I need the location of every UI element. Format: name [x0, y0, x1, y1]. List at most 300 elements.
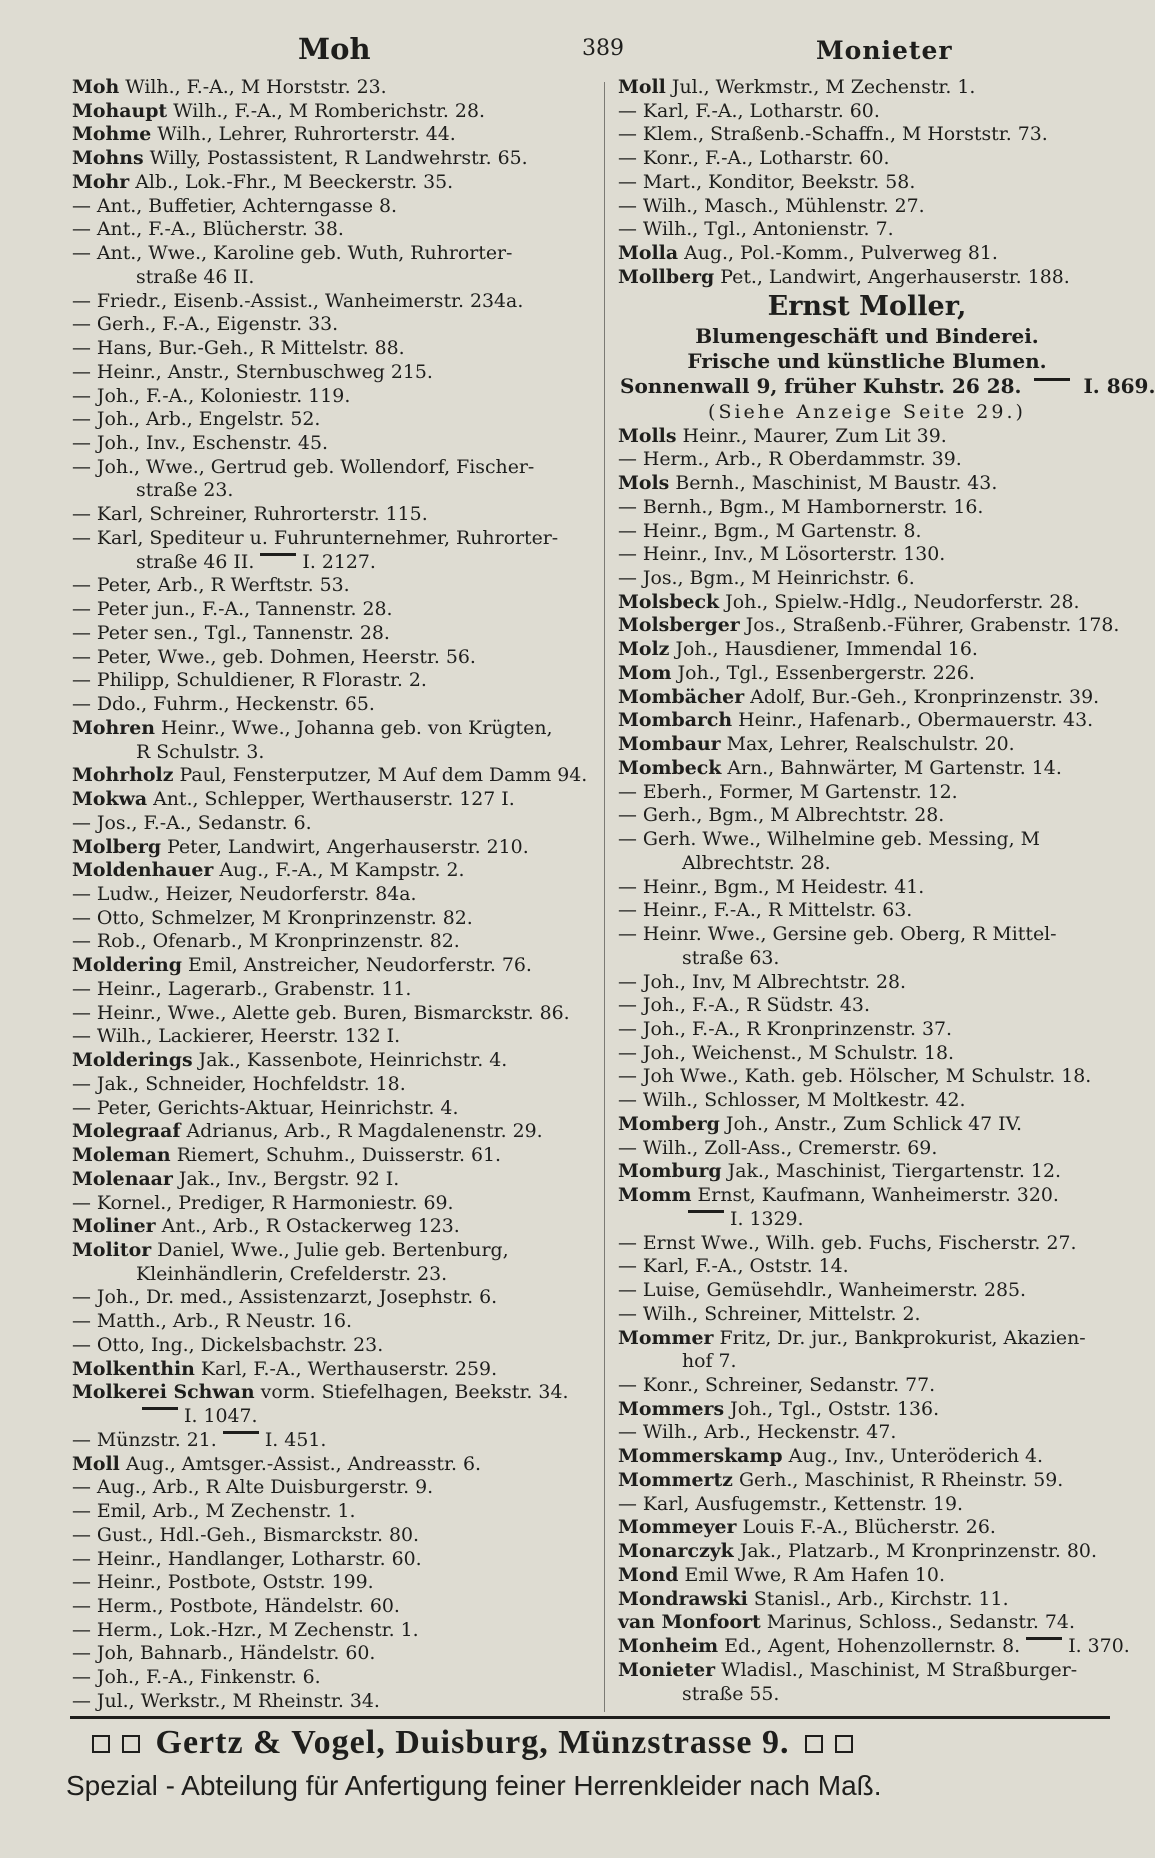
directory-entry [618, 686, 1116, 710]
footer-rule [70, 1716, 1110, 1719]
directory-entry [72, 242, 586, 266]
entry-details: — Heinr., Bgm., M Heidestr. 41. [618, 875, 925, 898]
directory-entry [72, 859, 586, 883]
ad-note: (Siehe Anzeige Seite 29.) [708, 400, 1026, 423]
directory-entry [618, 1683, 1116, 1707]
entry-details: straße 46 II. [136, 550, 255, 573]
entry-details: Stanisl., Arb., Kirchstr. 11. [753, 1587, 1009, 1610]
directory-entry [618, 1208, 1116, 1232]
entry-surname: Mombaur [618, 733, 721, 756]
directory-entry [72, 788, 586, 812]
entry-details: Wilh., Lehrer, Ruhrorterstr. 44. [157, 123, 456, 146]
directory-entry [72, 1548, 586, 1572]
entry-details: Max, Lehrer, Realschulstr. 20. [726, 733, 1015, 756]
entry-details: — Mart., Konditor, Beekstr. 58. [618, 170, 916, 193]
entry-details: — Joh., Arb., Engelstr. 52. [72, 408, 321, 431]
directory-entry [618, 448, 1116, 472]
ad-company-name: Ernst Moller, [767, 290, 967, 322]
entry-details: Heinr., Maurer, Zum Lit 39. [682, 424, 947, 447]
directory-entry [618, 757, 1116, 781]
entry-details: Emil, Anstreicher, Neudorferstr. 76. [188, 954, 532, 977]
directory-entry [618, 709, 1116, 733]
directory-entry [72, 147, 586, 171]
entry-details: — Konr., F.-A., Lotharstr. 60. [618, 147, 890, 170]
entry-details: — Heinr., Lagerarb., Grabenstr. 11. [72, 977, 412, 1000]
entry-details: — Konr., Schreiner, Sedanstr. 77. [618, 1373, 936, 1396]
directory-entry [72, 503, 586, 527]
entry-details: Alb., Lok.-Fhr., M Beeckerstr. 35. [135, 170, 454, 193]
entry-surname: Mollberg [618, 265, 715, 288]
entry-details: — Heinr., Handlanger, Lotharstr. 60. [72, 1547, 422, 1570]
entry-details: — Hans, Bur.-Geh., R Mittelstr. 88. [72, 337, 405, 360]
telephone-icon [260, 553, 296, 566]
entry-surname: Molsbeck [618, 590, 720, 613]
entry-details: Peter, Landwirt, Angerhauserstr. 210. [167, 835, 529, 858]
entry-surname: Moldering [72, 954, 182, 977]
directory-entry [618, 1516, 1116, 1540]
entry-details: Ant., Schlepper, Werthauserstr. 127 I. [153, 788, 515, 811]
entry-details: — Gerh., F.-A., Eigenstr. 33. [72, 313, 339, 336]
directory-entry [618, 1469, 1116, 1493]
directory-entry [72, 598, 586, 622]
ad-line-2: Frische und künstliche Blumen. [687, 348, 1047, 373]
directory-entry [618, 567, 1116, 591]
entry-details: straße 46 II. [136, 265, 255, 288]
entry-details: Ed., Agent, Hohenzollernstr. 8. [724, 1635, 1021, 1658]
entry-surname: Molkenthin [72, 1357, 195, 1380]
right-column [618, 76, 1155, 1706]
entry-surname: Mommerskamp [618, 1445, 783, 1468]
directory-entry [72, 218, 586, 242]
footer-line-2: Spezial - Abteilung für Anfertigung feiner Herrenkleider nach Maß. [66, 1770, 882, 1801]
directory-entry [72, 266, 586, 290]
entry-surname: Mohr [72, 170, 130, 193]
entry-details: — Herm., Postbote, Händelstr. 60. [72, 1595, 400, 1617]
directory-entry [618, 520, 1116, 544]
entry-details: — Gust., Hdl.-Geh., Bismarckstr. 80. [72, 1523, 420, 1546]
entry-details: — Wilh., Schlosser, M Moltkestr. 42. [618, 1089, 966, 1112]
directory-entry [618, 994, 1116, 1018]
directory-entry [72, 1524, 586, 1548]
directory-entry [618, 100, 1116, 124]
directory-entry [72, 432, 586, 456]
entry-surname: Moll [618, 76, 666, 98]
entry-surname: Mommeyer [618, 1516, 737, 1539]
entry-details: — Joh., Inv, M Albrechtstr. 28. [618, 970, 907, 993]
directory-entry [618, 1493, 1116, 1517]
entry-surname: Moldenhauer [72, 859, 214, 882]
directory-entry [72, 741, 586, 765]
directory-entry [72, 836, 586, 860]
directory-entry [618, 1232, 1116, 1256]
entry-details: Jos., Straßenb.-Führer, Grabenstr. 178. [745, 614, 1120, 637]
entry-details: — Ant., Wwe., Karoline geb. Wuth, Ruhrorter- [72, 242, 513, 265]
entry-details: Aug., Amtsger.-Assist., Andreasstr. 6. [125, 1452, 481, 1475]
directory-entry [618, 828, 1116, 852]
entry-details: — Luise, Gemüsehdlr., Wanheimerstr. 285. [618, 1279, 1027, 1302]
column-divider [604, 82, 605, 1712]
entry-details: — Jul., Werkstr., M Rheinstr. 34. [72, 1689, 380, 1712]
directory-entry [618, 171, 1116, 195]
entry-details: Gerh., Maschinist, R Rheinstr. 59. [738, 1468, 1064, 1491]
entry-surname: Molz [618, 638, 670, 661]
entry-details: Wilh., F.-A., M Romberichstr. 28. [173, 99, 485, 122]
directory-entry [618, 543, 1116, 567]
directory-entry [72, 1690, 586, 1714]
directory-entry [618, 1255, 1116, 1279]
entry-details: Joh., Spielw.-Hdlg., Neudorferstr. 28. [725, 590, 1080, 613]
entry-details: — Jak., Schneider, Hochfeldstr. 18. [72, 1072, 406, 1095]
directory-entry [618, 1089, 1116, 1113]
directory-entry [618, 1421, 1116, 1445]
directory-entry [618, 1160, 1116, 1184]
right-column-top-entries [618, 76, 1116, 290]
entry-details: Louis F.-A., Blücherstr. 26. [742, 1516, 996, 1539]
entry-surname: Momberg [618, 1112, 720, 1135]
directory-entry [72, 1310, 586, 1334]
entry-details: — Wilh., Tgl., Antonienstr. 7. [618, 218, 894, 241]
entry-details: — Gerh. Wwe., Wilhelmine geb. Messing, M [618, 828, 1040, 851]
entry-surname: Momburg [618, 1160, 722, 1183]
entry-details: Marinus, Schloss., Sedanstr. 74. [766, 1611, 1075, 1634]
directory-entry [618, 266, 1116, 290]
right-column-bottom-entries [618, 424, 1130, 1707]
entry-surname: Mols [618, 472, 670, 495]
entry-details: Joh., Hausdiener, Immendal 16. [675, 638, 978, 661]
directory-entry [72, 408, 586, 432]
directory-entry [72, 574, 586, 598]
directory-entry [72, 1049, 586, 1073]
entry-details: — Otto, Ing., Dickelsbachstr. 23. [72, 1333, 384, 1356]
entry-details: Fritz, Dr. jur., Bankprokurist, Akazien- [719, 1326, 1086, 1349]
entry-details: — Heinr., Wwe., Alette geb. Buren, Bismarckstr. 86. [72, 1001, 570, 1024]
entry-surname: Molberg [72, 835, 162, 858]
entry-details: — Joh., Weichenst., M Schulstr. 18. [618, 1041, 955, 1064]
telephone-icon [1034, 378, 1070, 391]
entry-details: vorm. Stiefelhagen, Beekstr. 34. [260, 1381, 569, 1404]
entry-surname: Mokwa [72, 788, 148, 811]
directory-entry [72, 337, 586, 361]
directory-entry [72, 1476, 586, 1500]
entry-details: Joh., Anstr., Zum Schlick 47 IV. [725, 1112, 1022, 1135]
directory-entry [618, 781, 1116, 805]
entry-details: — Joh., Inv., Eschenstr. 45. [72, 432, 328, 455]
directory-entry [72, 1619, 586, 1643]
entry-surname: Mondrawski [618, 1587, 748, 1610]
directory-entry [618, 1042, 1116, 1066]
directory-entry [618, 876, 1116, 900]
entry-surname: Mohaupt [72, 99, 168, 122]
directory-entry [618, 1137, 1116, 1161]
entry-details: — Ddo., Fuhrm., Heckenstr. 65. [72, 693, 375, 716]
directory-entry [72, 622, 586, 646]
entry-details: — Joh., Wwe., Gertrud geb. Wollendorf, Fischer- [72, 455, 535, 478]
entry-surname: Molenaar [72, 1167, 173, 1190]
directory-entry [72, 764, 586, 788]
entry-surname: Mom [618, 661, 672, 684]
entry-details: — Rob., Ofenarb., M Kronprinzenstr. 82. [72, 930, 460, 953]
entry-details: Jul., Werkmstr., M Zechenstr. 1. [671, 76, 976, 98]
entry-details: hof 7. [682, 1350, 737, 1373]
directory-entry [72, 1381, 586, 1405]
directory-entry [72, 1215, 586, 1239]
directory-entry [72, 646, 586, 670]
directory-entry [72, 1073, 586, 1097]
square-ornament-icon [122, 1735, 140, 1753]
directory-entry [72, 290, 586, 314]
entry-details: — Ernst Wwe., Wilh. geb. Fuchs, Fischerstr. 27. [618, 1231, 1077, 1254]
directory-entry [618, 638, 1116, 662]
directory-entry [72, 385, 586, 409]
square-ornament-icon [92, 1735, 110, 1753]
entry-details: — Joh, Bahnarb., Händelstr. 60. [72, 1642, 376, 1665]
directory-entry [72, 1025, 586, 1049]
directory-entry [72, 527, 586, 551]
entry-details: — Herm., Lok.-Hzr., M Zechenstr. 1. [72, 1618, 419, 1641]
entry-surname: Mohren [72, 716, 155, 739]
directory-entry [618, 1065, 1116, 1089]
entry-details: — Jos., F.-A., Sedanstr. 6. [72, 811, 312, 834]
entry-phone: I. 1329. [730, 1207, 804, 1230]
directory-entry [72, 1642, 586, 1666]
entry-details: Adolf, Bur.-Geh., Kronprinzenstr. 39. [750, 685, 1100, 708]
directory-entry [72, 883, 586, 907]
telephone-icon [142, 1407, 178, 1420]
entry-surname: Mohme [72, 123, 152, 146]
entry-details: — Joh., F.-A., R Kronprinzenstr. 37. [618, 1017, 953, 1040]
entry-details: — Herm., Arb., R Oberdammstr. 39. [618, 448, 962, 471]
entry-details: Joh., Tgl., Essenbergerstr. 226. [677, 661, 975, 684]
entry-details: Heinr., Wwe., Johanna geb. von Krügten, [160, 716, 553, 739]
entry-details: Pet., Landwirt, Angerhauserstr. 188. [720, 265, 1070, 288]
entry-phone: I. 2127. [302, 550, 376, 573]
entry-surname: Molkerei Schwan [72, 1381, 255, 1404]
directory-entry [72, 1500, 586, 1524]
directory-entry [72, 361, 586, 385]
entry-details: Jak., Inv., Bergstr. 92 I. [178, 1167, 400, 1190]
entry-details: Aug., F.-A., M Kampstr. 2. [219, 859, 465, 882]
ad-phone: I. 869. [1083, 373, 1155, 398]
directory-entry [72, 1263, 586, 1287]
entry-details: Emil Wwe, R Am Hafen 10. [684, 1563, 945, 1586]
directory-entry [72, 693, 586, 717]
entry-details: — Eberh., Former, M Gartenstr. 12. [618, 780, 958, 803]
entry-details: Wilh., F.-A., M Horststr. 23. [125, 76, 387, 98]
entry-surname: Moleman [72, 1144, 171, 1167]
directory-entry [72, 1239, 586, 1263]
entry-details: — Heinr., F.-A., R Mittelstr. 63. [618, 899, 913, 922]
entry-details: Daniel, Wwe., Julie geb. Bertenburg, [157, 1238, 509, 1261]
directory-entry [618, 733, 1116, 757]
entry-surname: Monarczyk [618, 1540, 734, 1563]
entry-details: — Wilh., Zoll-Ass., Cremerstr. 69. [618, 1136, 938, 1159]
directory-entry [72, 669, 586, 693]
entry-details: — Wilh., Schreiner, Mittelstr. 2. [618, 1302, 921, 1325]
entry-surname: Molsberger [618, 614, 740, 637]
entry-details: — Joh., Dr. med., Assistenzarzt, Josephstr. 6. [72, 1286, 498, 1309]
entry-details: Heinr., Hafenarb., Obermauerstr. 43. [738, 709, 1094, 732]
entry-details: — Aug., Arb., R Alte Duisburgerstr. 9. [72, 1476, 434, 1499]
directory-entry [72, 1286, 586, 1310]
directory-entry [72, 1192, 586, 1216]
directory-entry [618, 971, 1116, 995]
entry-details: Jak., Kassenbote, Heinrichstr. 4. [198, 1049, 508, 1072]
entry-details: — Emil, Arb., M Zechenstr. 1. [72, 1500, 356, 1523]
page-number: 389 [582, 36, 624, 61]
entry-details: — Friedr., Eisenb.-Assist., Wanheimerstr. 234a. [72, 289, 524, 312]
entry-surname: Molls [618, 424, 677, 447]
entry-details: — Wilh., Masch., Mühlenstr. 27. [618, 194, 925, 217]
directory-entry [72, 717, 586, 741]
directory-entry [72, 1120, 586, 1144]
entry-details: — Heinr., Postbote, Oststr. 199. [72, 1571, 374, 1594]
directory-entry [618, 1113, 1116, 1137]
moller-advertisement [618, 290, 1155, 425]
directory-entry [618, 662, 1116, 686]
entry-details: Kleinhändlerin, Crefelderstr. 23. [136, 1262, 448, 1285]
square-ornament-icon [835, 1735, 853, 1753]
directory-entry [618, 1635, 1130, 1659]
directory-entry [72, 978, 586, 1002]
directory-entry [618, 1611, 1116, 1635]
directory-entry [72, 456, 586, 480]
directory-entry [72, 1358, 586, 1382]
entry-details: — Joh Wwe., Kath. geb. Hölscher, M Schulstr. 18. [618, 1065, 1092, 1088]
directory-entry [618, 1018, 1116, 1042]
entry-details: — Ant., Buffetier, Achterngasse 8. [72, 194, 398, 217]
entry-details: straße 55. [682, 1682, 780, 1705]
entry-details: R Schulstr. 3. [136, 740, 265, 763]
entry-details: Paul, Fensterputzer, M Auf dem Damm 94. [179, 764, 588, 787]
directory-entry [72, 1571, 586, 1595]
directory-entry [618, 947, 1116, 971]
directory-entry [618, 1659, 1116, 1683]
footer-line-1: Gertz & Vogel, Duisburg, Münzstrasse 9. [155, 1724, 790, 1761]
directory-entry [618, 591, 1116, 615]
directory-entry [618, 195, 1116, 219]
directory-entry [72, 195, 586, 219]
ad-address-row [618, 373, 1155, 399]
entry-surname: Mombeck [618, 756, 722, 779]
entry-details: Willy, Postassistent, R Landwehrstr. 65. [149, 147, 528, 170]
entry-surname: Momm [618, 1184, 692, 1207]
entry-surname: Molegraaf [72, 1120, 181, 1143]
directory-entry [618, 496, 1116, 520]
ad-address: Sonnenwall 9, früher Kuhstr. 26 28. [620, 373, 1022, 398]
entry-details: — Joh., F.-A., Finkenstr. 6. [72, 1666, 321, 1689]
entry-surname: Mond [618, 1563, 679, 1586]
entry-details: — Jos., Bgm., M Heinrichstr. 6. [618, 567, 915, 590]
directory-entry [618, 1184, 1116, 1208]
directory-entry [72, 954, 586, 978]
directory-entry [618, 1279, 1116, 1303]
telephone-icon [223, 1431, 259, 1444]
directory-entry [72, 551, 586, 575]
entry-details: — Karl, F.-A., Oststr. 14. [618, 1255, 849, 1278]
directory-entry [618, 804, 1116, 828]
entry-surname: van Monfoort [618, 1611, 761, 1634]
directory-entry [72, 930, 586, 954]
entry-details: — Gerh., Bgm., M Albrechtstr. 28. [618, 804, 945, 827]
entry-surname: Mommertz [618, 1468, 733, 1491]
directory-entry [72, 171, 586, 195]
directory-entry [72, 1144, 586, 1168]
entry-details: Joh., Tgl., Oststr. 136. [730, 1397, 940, 1420]
directory-entry [618, 425, 1116, 449]
entry-details: — Peter jun., F.-A., Tannenstr. 28. [72, 598, 393, 621]
page-header [0, 32, 1150, 72]
entry-details: — Wilh., Lackierer, Heerstr. 132 I. [72, 1025, 401, 1048]
directory-entry [72, 1097, 586, 1121]
ad-line-1: Blumengeschäft und Binderei. [695, 323, 1039, 348]
entry-details: Ant., Arb., R Ostackerweg 123. [161, 1215, 460, 1238]
entry-surname: Mombächer [618, 685, 745, 708]
directory-entry [618, 1327, 1116, 1351]
directory-entry [618, 1540, 1116, 1564]
telephone-icon [1026, 1637, 1062, 1650]
directory-entry [618, 923, 1116, 947]
directory-entry [618, 123, 1116, 147]
directory-entry [618, 1303, 1116, 1327]
telephone-icon [688, 1210, 724, 1223]
entry-details: Aug., Inv., Unteröderich 4. [788, 1445, 1044, 1468]
directory-entry [72, 1405, 586, 1429]
entry-details: — Heinr., Inv., M Lösorterstr. 130. [618, 543, 946, 566]
entry-details: — Otto, Schmelzer, M Kronprinzenstr. 82. [72, 906, 473, 929]
entry-details: — Karl, Spediteur u. Fuhrunternehmer, Ruhrorter- [72, 526, 559, 549]
directory-entry [618, 472, 1116, 496]
entry-details: — Peter, Gerichts-Aktuar, Heinrichstr. 4. [72, 1096, 459, 1119]
entry-surname: Moll [72, 1452, 120, 1475]
entry-details: — Kornel., Prediger, R Harmoniestr. 69. [72, 1191, 454, 1214]
entry-phone: I. 451. [264, 1428, 327, 1451]
entry-details: Jak., Maschinist, Tiergartenstr. 12. [727, 1160, 1061, 1183]
entry-surname: Mommers [618, 1397, 725, 1420]
entry-surname: Moliner [72, 1215, 156, 1238]
entry-details: — Heinr. Wwe., Gersine geb. Oberg, R Mittel- [618, 923, 1057, 946]
directory-entry [72, 1002, 586, 1026]
entry-details: — Peter, Arb., R Werftstr. 53. [72, 574, 350, 597]
directory-entry [72, 100, 586, 124]
directory-entry [72, 1429, 586, 1453]
entry-details: — Peter, Wwe., geb. Dohmen, Heerstr. 56. [72, 645, 476, 668]
entry-surname: Mommer [618, 1326, 714, 1349]
entry-details: — Münzstr. 21. [72, 1428, 217, 1451]
directory-entry [618, 242, 1116, 266]
entry-details: — Joh., F.-A., R Südstr. 43. [618, 994, 870, 1017]
entry-details: Albrechtstr. 28. [682, 851, 831, 874]
directory-entry [618, 899, 1116, 923]
footer-advertisement-title [86, 1724, 859, 1762]
directory-entry [72, 1666, 586, 1690]
entry-details: Karl, F.-A., Werthauserstr. 259. [200, 1357, 498, 1380]
directory-entry [72, 76, 586, 100]
directory-entry [72, 812, 586, 836]
entry-details: — Wilh., Arb., Heckenstr. 47. [618, 1421, 897, 1444]
entry-phone: I. 1047. [184, 1405, 258, 1428]
entry-details: — Heinr., Bgm., M Gartenstr. 8. [618, 519, 922, 542]
directory-entry [72, 1168, 586, 1192]
directory-entry [618, 147, 1116, 171]
directory-entry [72, 479, 586, 503]
entry-details: — Ludw., Heizer, Neudorferstr. 84a. [72, 882, 417, 905]
entry-surname: Molitor [72, 1238, 152, 1261]
entry-details: straße 63. [682, 946, 780, 969]
directory-entry [618, 1588, 1116, 1612]
entry-details: — Philipp, Schuldiener, R Florastr. 2. [72, 669, 427, 692]
directory-entry [618, 852, 1116, 876]
entry-surname: Monheim [618, 1635, 719, 1658]
